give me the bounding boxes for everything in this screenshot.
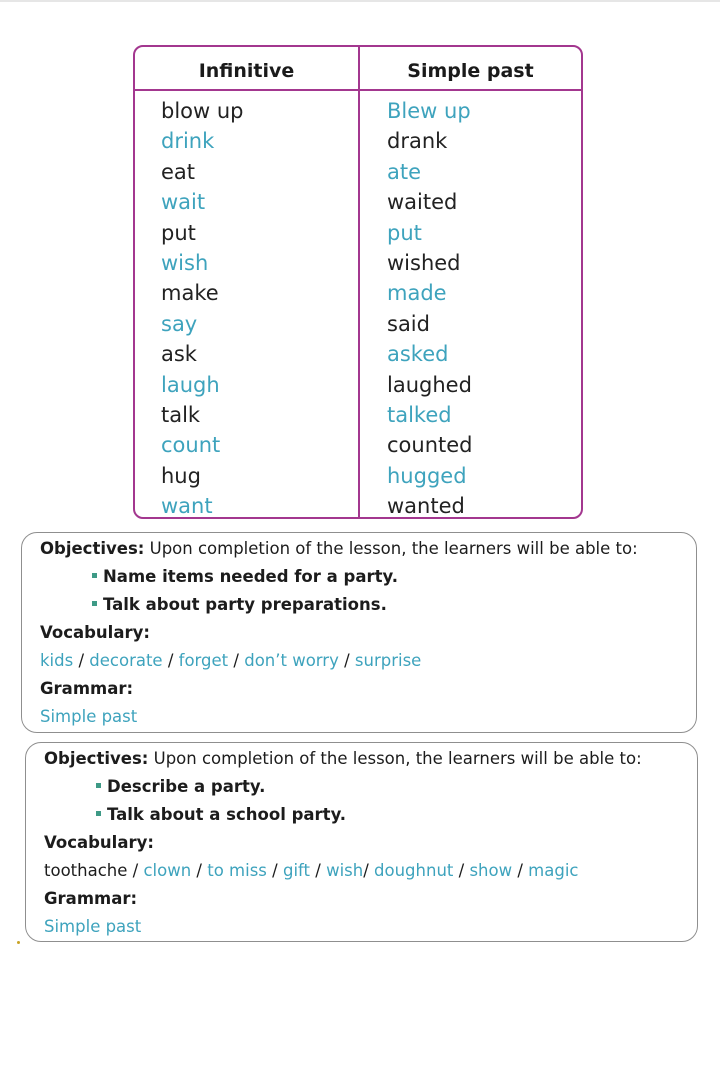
objectives-text: Upon completion of the lesson, the learners will be able to:	[148, 749, 642, 768]
vocabulary-word: kids	[40, 651, 74, 670]
infinitive-cell: wish	[161, 250, 209, 275]
vocabulary-separator: /	[453, 861, 470, 880]
vocabulary-word: decorate	[89, 651, 163, 670]
objective-bullet: Name items needed for a party.	[92, 567, 398, 586]
infinitive-cell: hug	[161, 463, 201, 488]
vocabulary-word: doughnut	[374, 861, 454, 880]
vocabulary-list	[44, 861, 578, 880]
infinitive-cell: eat	[161, 159, 196, 184]
simple-past-cell: asked	[387, 342, 449, 367]
simple-past-cell: said	[387, 311, 430, 336]
vocabulary-word: to miss	[207, 861, 267, 880]
simple-past-cell: waited	[387, 190, 458, 215]
infinitive-cell: laugh	[161, 372, 220, 397]
vocabulary-separator: /	[512, 861, 529, 880]
objectives-label: Objectives:	[44, 749, 149, 768]
infinitive-cell: drink	[161, 129, 215, 154]
grammar-label: Grammar:	[40, 679, 134, 698]
header-infinitive: Infinitive	[198, 60, 295, 82]
column-divider	[358, 47, 360, 517]
bullet-icon	[92, 601, 97, 606]
grammar-value: Simple past	[40, 707, 138, 726]
top-divider	[0, 0, 720, 2]
vocabulary-word: gift	[282, 861, 311, 880]
infinitive-cell: make	[161, 281, 219, 306]
vocabulary-word: clown	[143, 861, 192, 880]
simple-past-cell: hugged	[387, 463, 467, 488]
vocabulary-word: surprise	[354, 651, 422, 670]
simple-past-cell: Blew up	[387, 99, 471, 123]
vocabulary-separator: /	[191, 861, 208, 880]
bullet-icon	[96, 811, 101, 816]
simple-past-column	[387, 96, 473, 519]
vocabulary-word: magic	[528, 861, 579, 880]
objectives-text: Upon completion of the lesson, the learners will be able to:	[144, 539, 638, 558]
infinitive-cell: count	[161, 433, 221, 458]
infinitive-cell: blow up	[161, 99, 244, 123]
simple-past-cell: drank	[387, 129, 448, 154]
objectives-line	[40, 539, 638, 558]
objectives-line	[44, 749, 642, 768]
vocabulary-label: Vocabulary:	[44, 833, 154, 852]
simple-past-cell: talked	[387, 402, 452, 427]
simple-past-cell: laughed	[387, 372, 472, 397]
grammar-label: Grammar:	[44, 889, 138, 908]
infinitive-cell: want	[161, 494, 213, 519]
infinitive-column	[161, 96, 244, 519]
vocabulary-separator: /	[363, 861, 375, 880]
bullet-icon	[96, 783, 101, 788]
vocabulary-word: forget	[178, 651, 229, 670]
vocabulary-separator: /	[338, 651, 355, 670]
grammar-value: Simple past	[44, 917, 142, 936]
lesson-objectives-box-1	[21, 532, 697, 733]
lesson-objectives-box-2	[25, 742, 698, 942]
vocabulary-separator: /	[266, 861, 283, 880]
vocabulary-word: wish	[326, 861, 364, 880]
vocabulary-separator: /	[228, 651, 245, 670]
vocabulary-word: don’t worry	[244, 651, 339, 670]
infinitive-cell: put	[161, 220, 196, 245]
vocabulary-separator: /	[127, 861, 144, 880]
simple-past-cell: put	[387, 220, 422, 245]
infinitive-cell: ask	[161, 342, 197, 367]
header-simple-past: Simple past	[407, 60, 534, 82]
bullet-icon	[92, 573, 97, 578]
simple-past-cell: counted	[387, 433, 473, 458]
vocabulary-word: show	[469, 861, 513, 880]
vocabulary-separator: /	[73, 651, 90, 670]
decorative-dot	[17, 941, 20, 944]
infinitive-cell: wait	[161, 190, 206, 215]
vocabulary-label: Vocabulary:	[40, 623, 150, 642]
simple-past-cell: wanted	[387, 494, 465, 519]
vocabulary-word: toothache	[44, 861, 128, 880]
vocabulary-separator: /	[162, 651, 179, 670]
verb-table	[133, 45, 583, 519]
objective-bullet: Talk about party preparations.	[92, 595, 387, 614]
objective-bullet: Describe a party.	[96, 777, 265, 796]
simple-past-cell: ate	[387, 159, 422, 184]
objective-bullet: Talk about a school party.	[96, 805, 346, 824]
vocabulary-list	[40, 651, 421, 670]
vocabulary-separator: /	[310, 861, 327, 880]
infinitive-cell: say	[161, 311, 198, 336]
objectives-label: Objectives:	[40, 539, 145, 558]
infinitive-cell: talk	[161, 402, 201, 427]
simple-past-cell: made	[387, 281, 447, 306]
simple-past-cell: wished	[387, 250, 461, 275]
